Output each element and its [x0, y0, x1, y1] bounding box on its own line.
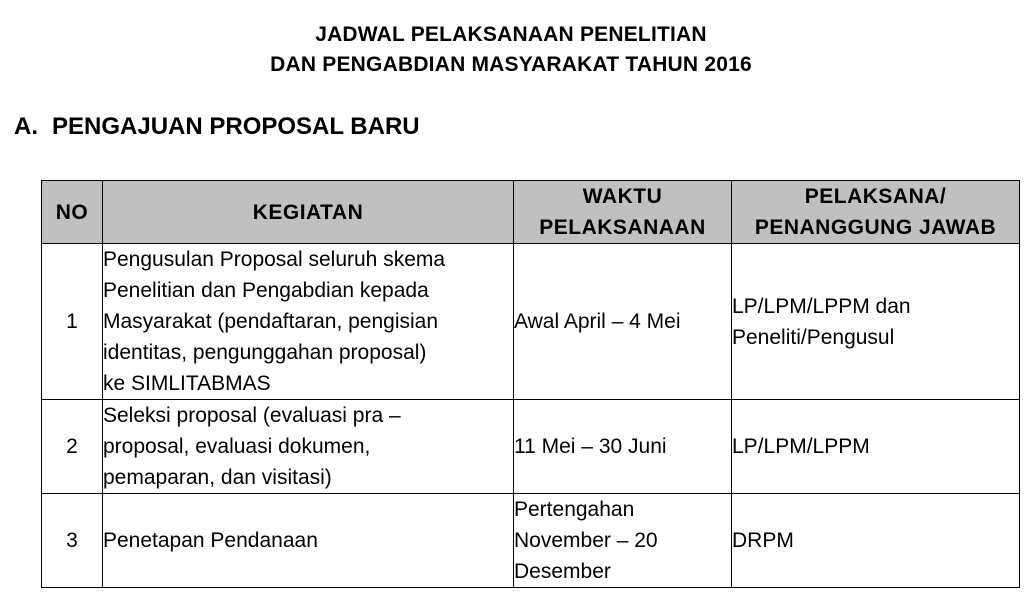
table-row	[42, 494, 1020, 588]
cell-no: 3	[42, 494, 103, 588]
cell-kegiatan: Penetapan Pendanaan	[103, 494, 514, 588]
section-heading	[14, 112, 420, 142]
section-title: PENGAJUAN PROPOSAL BARU	[52, 113, 420, 140]
table-row	[42, 400, 1020, 494]
document-title-line-1: JADWAL PELAKSANAAN PENELITIAN	[315, 23, 707, 46]
table-row	[42, 244, 1020, 400]
cell-pelaksana: LP/LPM/LPPM	[732, 400, 1020, 494]
header-pelaksana: PELAKSANA/ PENANGGUNG JAWAB	[732, 181, 1020, 244]
cell-kegiatan: Seleksi proposal (evaluasi pra – proposal, evaluasi dokumen, pemaparan, dan visitasi)	[103, 400, 514, 494]
cell-pelaksana: DRPM	[732, 494, 1020, 588]
cell-no: 2	[42, 400, 103, 494]
document-title	[0, 20, 1022, 80]
cell-no: 1	[42, 244, 103, 400]
document-title-line-2: DAN PENGABDIAN MASYARAKAT TAHUN 2016	[270, 53, 752, 76]
cell-pelaksana: LP/LPM/LPPM dan Peneliti/Pengusul	[732, 244, 1020, 400]
table-header-row	[42, 181, 1020, 244]
cell-waktu: Awal April – 4 Mei	[514, 244, 732, 400]
cell-waktu: Pertengahan November – 20 Desember	[514, 494, 732, 588]
schedule-table	[41, 180, 1020, 588]
header-no: NO	[42, 181, 103, 244]
header-kegiatan: KEGIATAN	[103, 181, 514, 244]
cell-kegiatan: Pengusulan Proposal seluruh skema Penelitian dan Pengabdian kepada Masyarakat (pendaftaran, pengisian identitas, pengunggahan proposal) ke SIMLITABMAS	[103, 244, 514, 400]
cell-waktu: 11 Mei – 30 Juni	[514, 400, 732, 494]
header-waktu: WAKTU PELAKSANAAN	[514, 181, 732, 244]
section-letter: A.	[14, 113, 38, 140]
